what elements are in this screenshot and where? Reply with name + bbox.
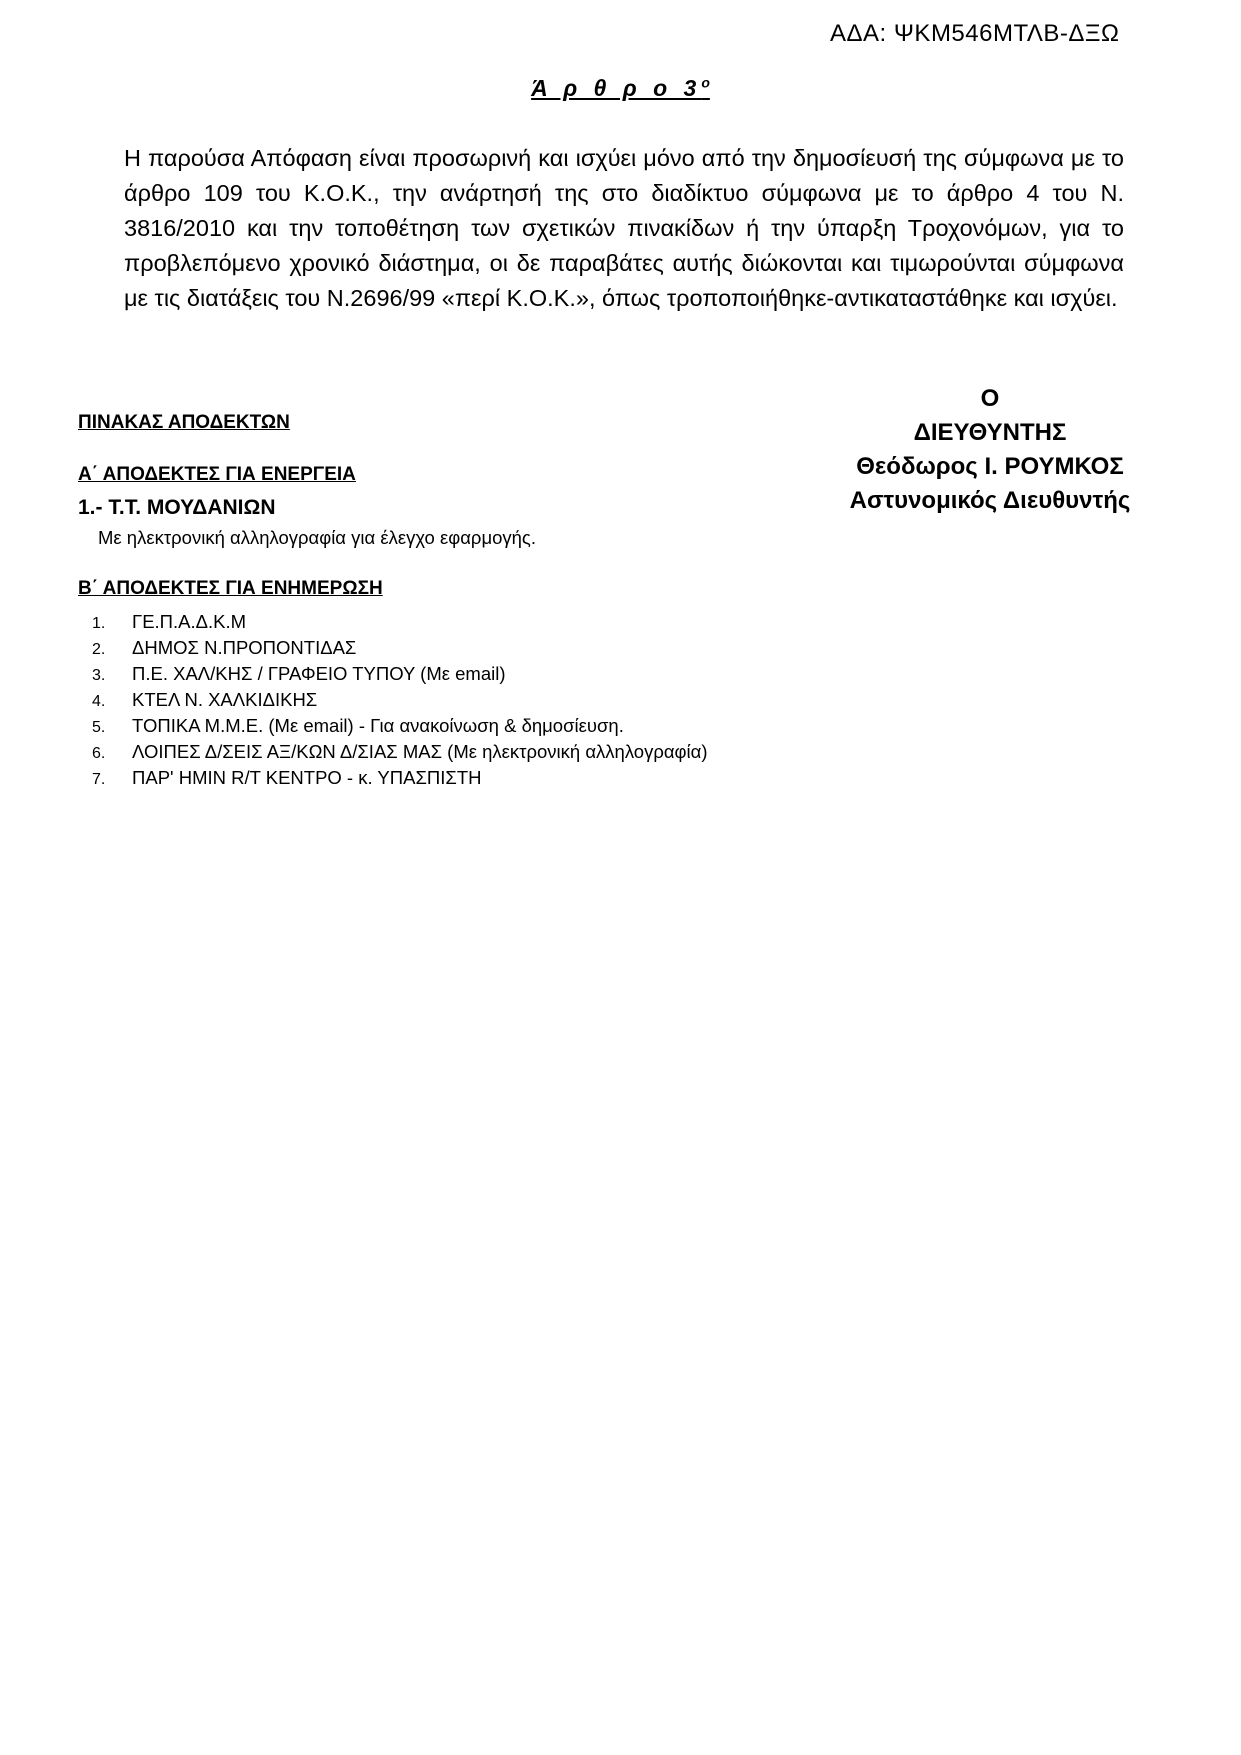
list-item-text: ΔΗΜΟΣ Ν.ΠΡΟΠΟΝΤΙΔΑΣ (132, 637, 357, 658)
list-item-number: 5. (92, 719, 106, 736)
section-b-title: Β΄ ΑΠΟΔΕΚΤΕΣ ΓΙΑ ΕΝΗΜΕΡΩΣΗ (78, 578, 383, 599)
list-item-text: ΠΑΡ' ΗΜΙΝ R/T ΚΕΝΤΡΟ - κ. ΥΠΑΣΠΙΣΤΗ (132, 767, 482, 788)
list-item-text: ΓΕ.Π.Α.Δ.Κ.Μ (132, 611, 247, 632)
article-heading-suffix: ο (701, 74, 710, 90)
list-item-number: 7. (92, 771, 106, 788)
list-item (92, 713, 708, 739)
signature-article: Ο (980, 385, 1000, 412)
list-item-text: ΚΤΕΛ Ν. ΧΑΛΚΙΔΙΚΗΣ (132, 689, 318, 710)
list-item-text: Π.Ε. ΧΑΛ/ΚΗΣ / ΓΡΑΦΕΙΟ ΤΥΠΟΥ (Με email) (132, 663, 506, 684)
ada-code: ΑΔΑ: ΨΚΜ546ΜΤΛΒ-ΔΞΩ (830, 20, 1120, 47)
signature-role: ΔΙΕΥΘΥΝΤΗΣ (913, 419, 1067, 446)
signature-name: Θεόδωρος Ι. ΡΟΥΜΚΟΣ (856, 453, 1124, 480)
list-item-number: 6. (92, 745, 106, 762)
signature-block (820, 382, 1160, 518)
list-item (92, 661, 708, 687)
info-recipients-list (92, 609, 708, 791)
action-recipient-name: 1.- Τ.Τ. ΜΟΥΔΑΝΙΩΝ (78, 496, 276, 519)
list-item-number: 4. (92, 693, 106, 710)
list-item-number: 2. (92, 641, 106, 658)
list-item (92, 687, 708, 713)
article-heading (0, 74, 1241, 102)
list-item-number: 1. (92, 615, 106, 632)
list-item-number: 3. (92, 667, 106, 684)
signature-rank: Αστυνομικός Διευθυντής (849, 487, 1131, 514)
list-item-text: ΛΟΙΠΕΣ Δ/ΣΕΙΣ ΑΞ/ΚΩΝ Δ/ΣΙΑΣ ΜΑΣ (Με ηλεκτρονική αλληλογραφία) (132, 741, 708, 762)
section-a-title: Α΄ ΑΠΟΔΕΚΤΕΣ ΓΙΑ ΕΝΕΡΓΕΙΑ (78, 464, 356, 485)
article-heading-text: Ά ρ θ ρ ο 3 (531, 74, 702, 101)
list-item (92, 635, 708, 661)
list-item (92, 739, 708, 765)
list-item (92, 765, 708, 791)
recipients-title: ΠΙΝΑΚΑΣ ΑΠΟΔΕΚΤΩΝ (78, 412, 290, 433)
list-item (92, 609, 708, 635)
article-body-text: Η παρούσα Απόφαση είναι προσωρινή και ισχύει μόνο από την δημοσίευσή της σύμφωνα με το άρθρο 109 του Κ.Ο.Κ., την ανάρτησή της στο διαδίκτυο σύμφωνα με το άρθρο 4 του Ν. 3816/2010 και την τοποθέτηση των σχετικών πινακίδων ή την ύπαρξη Τροχονόμων, για το προβλεπόμενο χρονικό διάστημα, οι δε παραβάτες αυτής διώκονται και τιμωρούνται σύμφωνα με τις διατάξεις του Ν.2696/99 «περί Κ.Ο.Κ.», όπως τροποποιήθηκε-αντικαταστάθηκε και ισχύει. (124, 145, 1124, 311)
list-item-text: ΤΟΠΙΚΑ Μ.Μ.Ε. (Με email) - Για ανακοίνωση & δημοσίευση. (132, 715, 624, 736)
action-recipient-note: Με ηλεκτρονική αλληλογραφία για έλεγχο εφαρμογής. (98, 527, 536, 548)
